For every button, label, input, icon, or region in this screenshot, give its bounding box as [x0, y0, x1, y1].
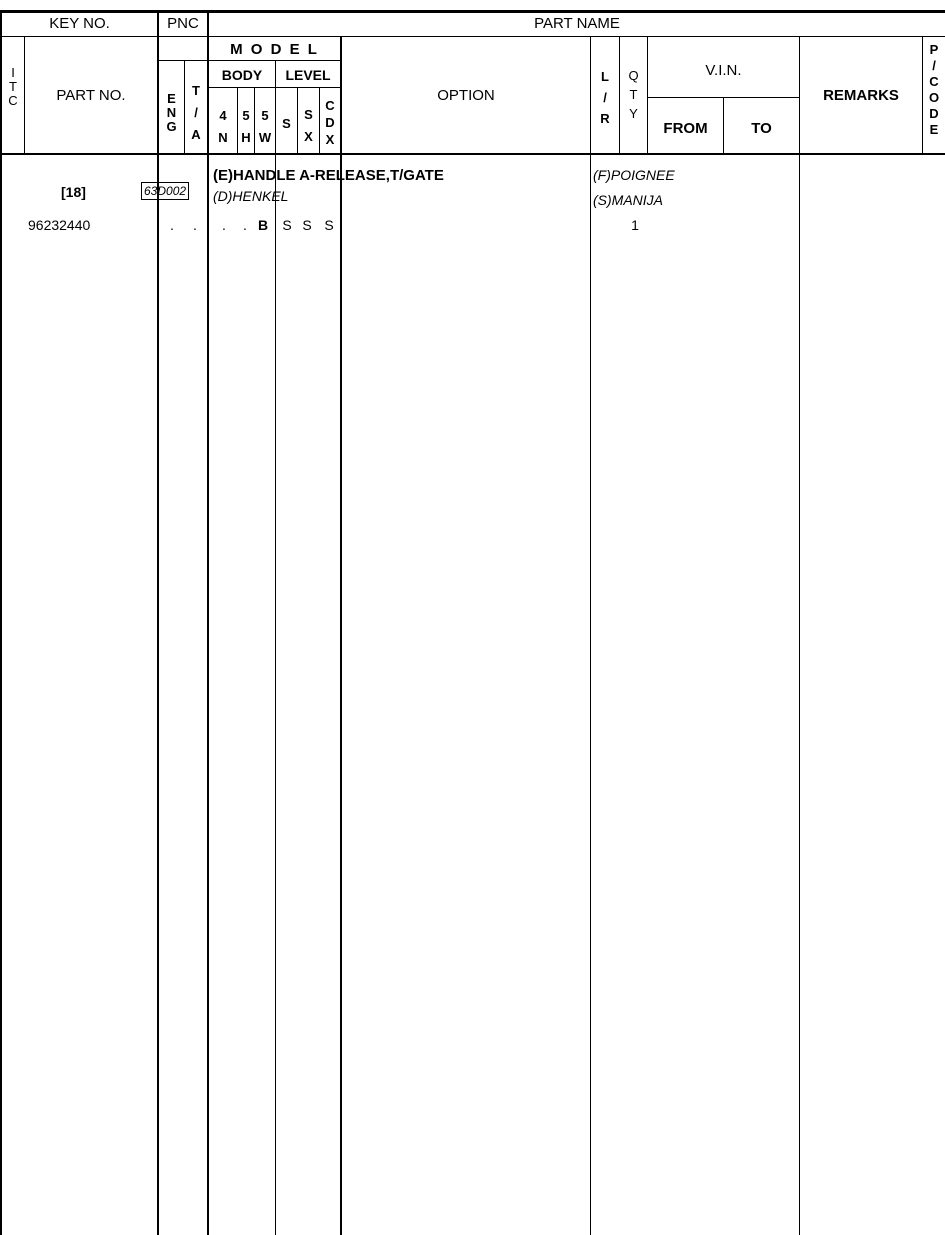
- col-line-vin: [799, 36, 800, 1235]
- entry-qty: 1: [631, 217, 639, 233]
- level-sx-header: S X: [304, 107, 313, 144]
- itc-header: I T C: [8, 65, 18, 108]
- entry-name-es: (S)MANIJA: [593, 192, 663, 208]
- pcode-header: P / C O D E: [928, 42, 940, 137]
- level-header: LEVEL: [285, 67, 331, 83]
- remarks-header: REMARKS: [823, 87, 899, 104]
- entry-body-4n: .: [222, 217, 226, 233]
- part-name-header: PART NAME: [534, 15, 620, 32]
- header-bottom-border: [0, 153, 945, 155]
- option-header: OPTION: [437, 87, 495, 104]
- qty-header: Q T Y: [628, 68, 639, 121]
- left-border: [0, 10, 2, 1235]
- col-line-ta: [207, 10, 209, 1235]
- vin-divider: [648, 97, 800, 98]
- body-5h-header: 5 H: [241, 108, 251, 145]
- entry-ta: .: [193, 217, 197, 233]
- entry-name-de: (D)HENKEL: [213, 188, 289, 204]
- entry-level-sx: S: [302, 217, 312, 233]
- entry-part-no: 96232440: [28, 217, 91, 233]
- entry-body-5w: B: [257, 217, 269, 233]
- model-header: M O D E L: [230, 41, 319, 58]
- model-divider: [158, 60, 341, 61]
- entry-body-5h: .: [243, 217, 247, 233]
- entry-pnc: 63D002: [141, 182, 189, 200]
- col-line-option: [590, 36, 591, 1235]
- col-line-qty: [647, 36, 648, 154]
- entry-level-cdx: S: [324, 217, 334, 233]
- pnc-header: PNC: [167, 15, 199, 32]
- vin-from-header: FROM: [663, 120, 708, 137]
- header-divider: [0, 36, 945, 37]
- part-no-header: PART NO.: [56, 87, 126, 104]
- eng-header: E N G: [166, 91, 177, 134]
- entry-key-no: [18]: [61, 184, 86, 200]
- key-no-header: KEY NO.: [49, 15, 110, 32]
- entry-eng: .: [170, 217, 174, 233]
- col-line-model: [340, 36, 342, 1235]
- lr-header: L / R: [600, 69, 610, 126]
- body-5w-header: 5 W: [258, 108, 272, 145]
- vin-to-header: TO: [751, 120, 772, 137]
- body-header: BODY: [221, 67, 263, 83]
- vin-header: V.I.N.: [705, 62, 742, 79]
- entry-level-s: S: [282, 217, 292, 233]
- ta-header: T / A: [191, 83, 201, 142]
- entry-name-fr: (F)POIGNEE: [593, 167, 675, 183]
- level-s-header: S: [282, 116, 291, 131]
- body-4n-header: 4 N: [218, 108, 228, 145]
- col-line-body-level: [275, 60, 276, 1235]
- entry-name-en: (E)HANDLE A-RELEASE,T/GATE: [213, 167, 444, 184]
- top-border: [0, 10, 945, 13]
- level-cdx-header: C D X: [325, 98, 335, 147]
